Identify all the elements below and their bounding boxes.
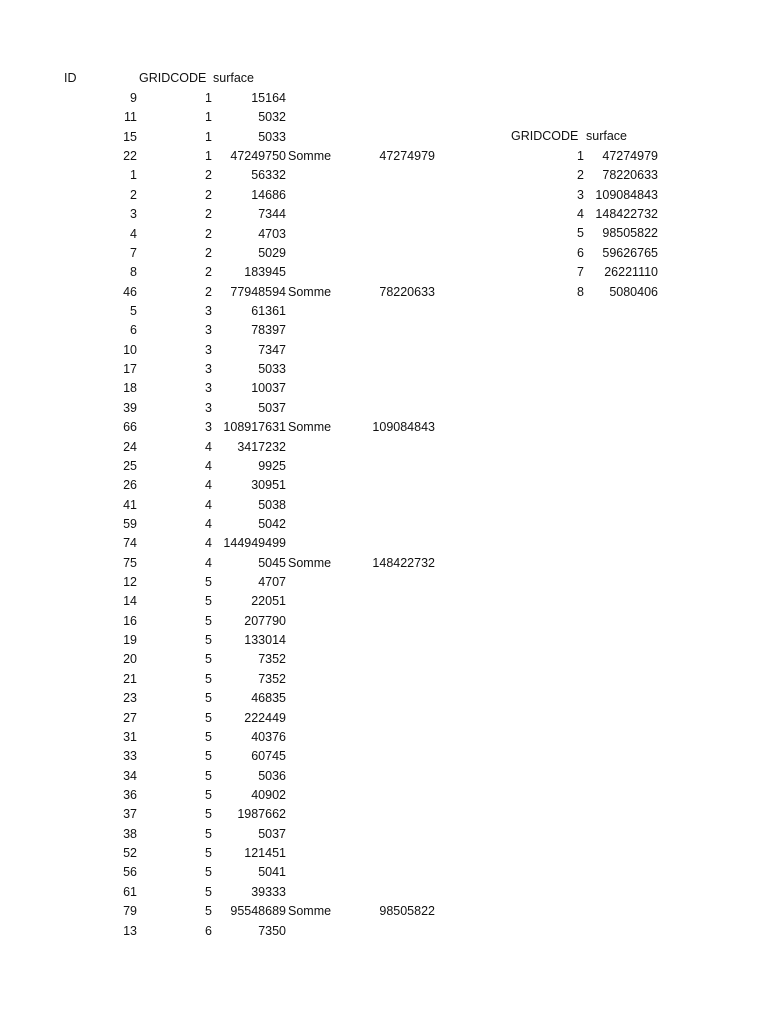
cell-id: 12 [123,575,137,589]
cell-id: 75 [123,555,137,570]
cell-surface: 121451 [244,846,286,860]
cell-gridcode: 5 [205,613,212,628]
cell-surface: 207790 [244,613,286,628]
cell-somme-label: Somme [288,149,332,164]
cell-surface: 95548689 [230,904,286,919]
cell-gridcode: 6 [205,923,212,938]
cell-id: 10 [123,342,137,357]
cell-id: 33 [123,749,137,764]
summary-cell-gridcode: 4 [577,207,584,222]
cell-id: 41 [123,497,137,512]
cell-id: 24 [123,439,137,454]
cell-somme-value: 148422732 [372,555,435,570]
cell-id: 5 [130,304,137,318]
cell-surface: 7352 [258,671,286,686]
cell-surface: 7347 [258,342,286,357]
cell-gridcode: 4 [205,516,212,531]
cell-surface: 5029 [258,245,286,260]
cell-surface: 5042 [258,516,286,531]
cell-surface: 15164 [251,91,286,105]
cell-gridcode: 2 [205,245,212,260]
cell-gridcode: 1 [205,91,212,105]
cell-gridcode: 5 [205,671,212,686]
cell-id: 52 [123,846,137,860]
cell-surface: 30951 [251,478,286,493]
cell-surface: 144949499 [223,536,286,551]
cell-gridcode: 3 [205,304,212,318]
cell-id: 2 [130,187,137,202]
cell-gridcode: 5 [205,807,212,822]
summary-cell-gridcode: 1 [577,149,584,163]
cell-id: 22 [123,149,137,164]
cell-gridcode: 4 [205,478,212,493]
cell-gridcode: 2 [205,187,212,202]
cell-surface: 5037 [258,826,286,841]
cell-id: 46 [123,284,137,299]
cell-gridcode: 4 [205,536,212,551]
summary-cell-surface: 26221110 [604,265,658,280]
cell-surface: 5033 [258,129,286,144]
summary-cell-surface: 5080406 [609,284,658,299]
cell-gridcode: 5 [205,633,212,648]
cell-surface: 10037 [251,381,286,396]
cell-gridcode: 5 [205,865,212,880]
cell-gridcode: 2 [205,207,212,222]
cell-somme-value: 109084843 [372,420,435,435]
cell-gridcode: 5 [205,652,212,667]
summary-cell-gridcode: 6 [577,245,584,260]
cell-id: 59 [123,516,137,531]
cell-id: 23 [123,691,137,706]
cell-gridcode: 5 [205,884,212,899]
summary-cell-surface: 59626765 [602,245,658,260]
cell-gridcode: 2 [205,284,212,299]
cell-id: 31 [123,729,137,744]
cell-gridcode: 4 [205,458,212,473]
cell-id: 21 [123,671,137,686]
cell-id: 17 [123,362,137,376]
cell-surface: 46835 [251,691,286,706]
summary-cell-gridcode: 5 [577,226,584,241]
summary-cell-surface: 109084843 [595,187,658,202]
cell-surface: 14686 [251,187,286,202]
cell-surface: 61361 [251,304,286,318]
cell-id: 37 [123,807,137,822]
cell-gridcode: 5 [205,729,212,744]
summary-cell-gridcode: 7 [577,265,584,280]
cell-surface: 5036 [258,768,286,783]
cell-gridcode: 5 [205,575,212,589]
cell-gridcode: 4 [205,555,212,570]
cell-surface: 39333 [251,884,286,899]
cell-surface: 9925 [258,458,286,473]
cell-gridcode: 5 [205,826,212,841]
cell-surface: 4703 [258,226,286,241]
cell-gridcode: 5 [205,768,212,783]
cell-surface: 60745 [251,749,286,764]
cell-surface: 183945 [244,265,286,280]
cell-gridcode: 3 [205,323,212,338]
cell-somme-value: 47274979 [379,149,435,164]
cell-gridcode: 5 [205,749,212,764]
cell-gridcode: 2 [205,168,212,183]
cell-surface: 108917631 [223,420,286,435]
cell-somme-label: Somme [288,904,332,919]
cell-gridcode: 2 [205,265,212,280]
cell-gridcode: 3 [205,342,212,357]
cell-somme-value: 98505822 [379,904,435,919]
cell-id: 66 [123,420,137,435]
cell-surface: 22051 [251,594,286,609]
cell-gridcode: 5 [205,710,212,725]
summary-cell-surface: 78220633 [602,168,658,183]
cell-id: 38 [123,826,137,841]
cell-id: 14 [123,594,137,609]
cell-id: 19 [123,633,137,648]
cell-surface: 40902 [251,788,286,802]
header-gridcode: GRIDCODE [139,71,207,85]
cell-gridcode: 1 [205,149,212,164]
summary-cell-surface: 47274979 [602,149,658,163]
cell-id: 56 [123,865,137,880]
cell-somme-label: Somme [288,555,332,570]
cell-gridcode: 3 [205,400,212,415]
summary-cell-surface: 148422732 [595,207,658,222]
cell-surface: 5041 [258,865,286,880]
summary-header-gridcode: GRIDCODE [511,129,579,143]
cell-id: 25 [123,458,137,473]
cell-somme-label: Somme [288,420,332,435]
cell-surface: 7350 [258,923,286,938]
cell-gridcode: 5 [205,788,212,802]
cell-gridcode: 4 [205,497,212,512]
cell-surface: 5037 [258,400,286,415]
cell-surface: 47249750 [230,149,286,164]
cell-gridcode: 5 [205,594,212,609]
cell-id: 16 [123,613,137,628]
cell-id: 8 [130,265,137,280]
cell-id: 6 [130,323,137,338]
header-id: ID [64,71,77,85]
cell-surface: 56332 [251,168,286,183]
cell-gridcode: 4 [205,439,212,454]
summary-cell-gridcode: 8 [577,284,584,299]
cell-gridcode: 3 [205,381,212,396]
cell-id: 3 [130,207,137,222]
cell-surface: 5033 [258,362,286,376]
cell-gridcode: 3 [205,420,212,435]
summary-cell-gridcode: 3 [577,187,584,202]
cell-surface: 77948594 [230,284,286,299]
cell-gridcode: 1 [205,129,212,144]
cell-id: 20 [123,652,137,667]
cell-somme-value: 78220633 [379,284,435,299]
cell-gridcode: 5 [205,846,212,860]
cell-id: 26 [123,478,137,493]
cell-gridcode: 5 [205,691,212,706]
cell-surface: 5038 [258,497,286,512]
cell-surface: 1987662 [237,807,286,822]
cell-surface: 40376 [251,729,286,744]
cell-surface: 78397 [251,323,286,338]
cell-surface: 222449 [244,710,286,725]
summary-cell-gridcode: 2 [577,168,584,183]
cell-id: 4 [130,226,137,241]
cell-surface: 7352 [258,652,286,667]
summary-cell-surface: 98505822 [602,226,658,241]
cell-id: 15 [123,129,137,144]
cell-surface: 5045 [258,555,286,570]
cell-surface: 5032 [258,110,286,125]
cell-id: 74 [123,536,137,551]
cell-id: 11 [124,110,137,125]
cell-id: 61 [123,884,137,899]
cell-surface: 3417232 [237,439,286,454]
cell-id: 13 [123,923,137,938]
cell-id: 18 [123,381,137,396]
cell-id: 9 [130,91,137,105]
cell-gridcode: 5 [205,904,212,919]
cell-surface: 4707 [258,575,286,589]
cell-id: 27 [123,710,137,725]
cell-surface: 7344 [258,207,286,222]
cell-id: 79 [123,904,137,919]
cell-gridcode: 2 [205,226,212,241]
cell-id: 1 [130,168,137,183]
cell-somme-label: Somme [288,284,332,299]
cell-surface: 133014 [244,633,286,648]
summary-header-surface: surface [586,129,627,143]
cell-gridcode: 3 [205,362,212,376]
cell-id: 36 [123,788,137,802]
header-surface: surface [213,71,254,85]
cell-id: 34 [123,768,137,783]
cell-id: 39 [123,400,137,415]
cell-gridcode: 1 [205,110,212,125]
cell-id: 7 [130,245,137,260]
